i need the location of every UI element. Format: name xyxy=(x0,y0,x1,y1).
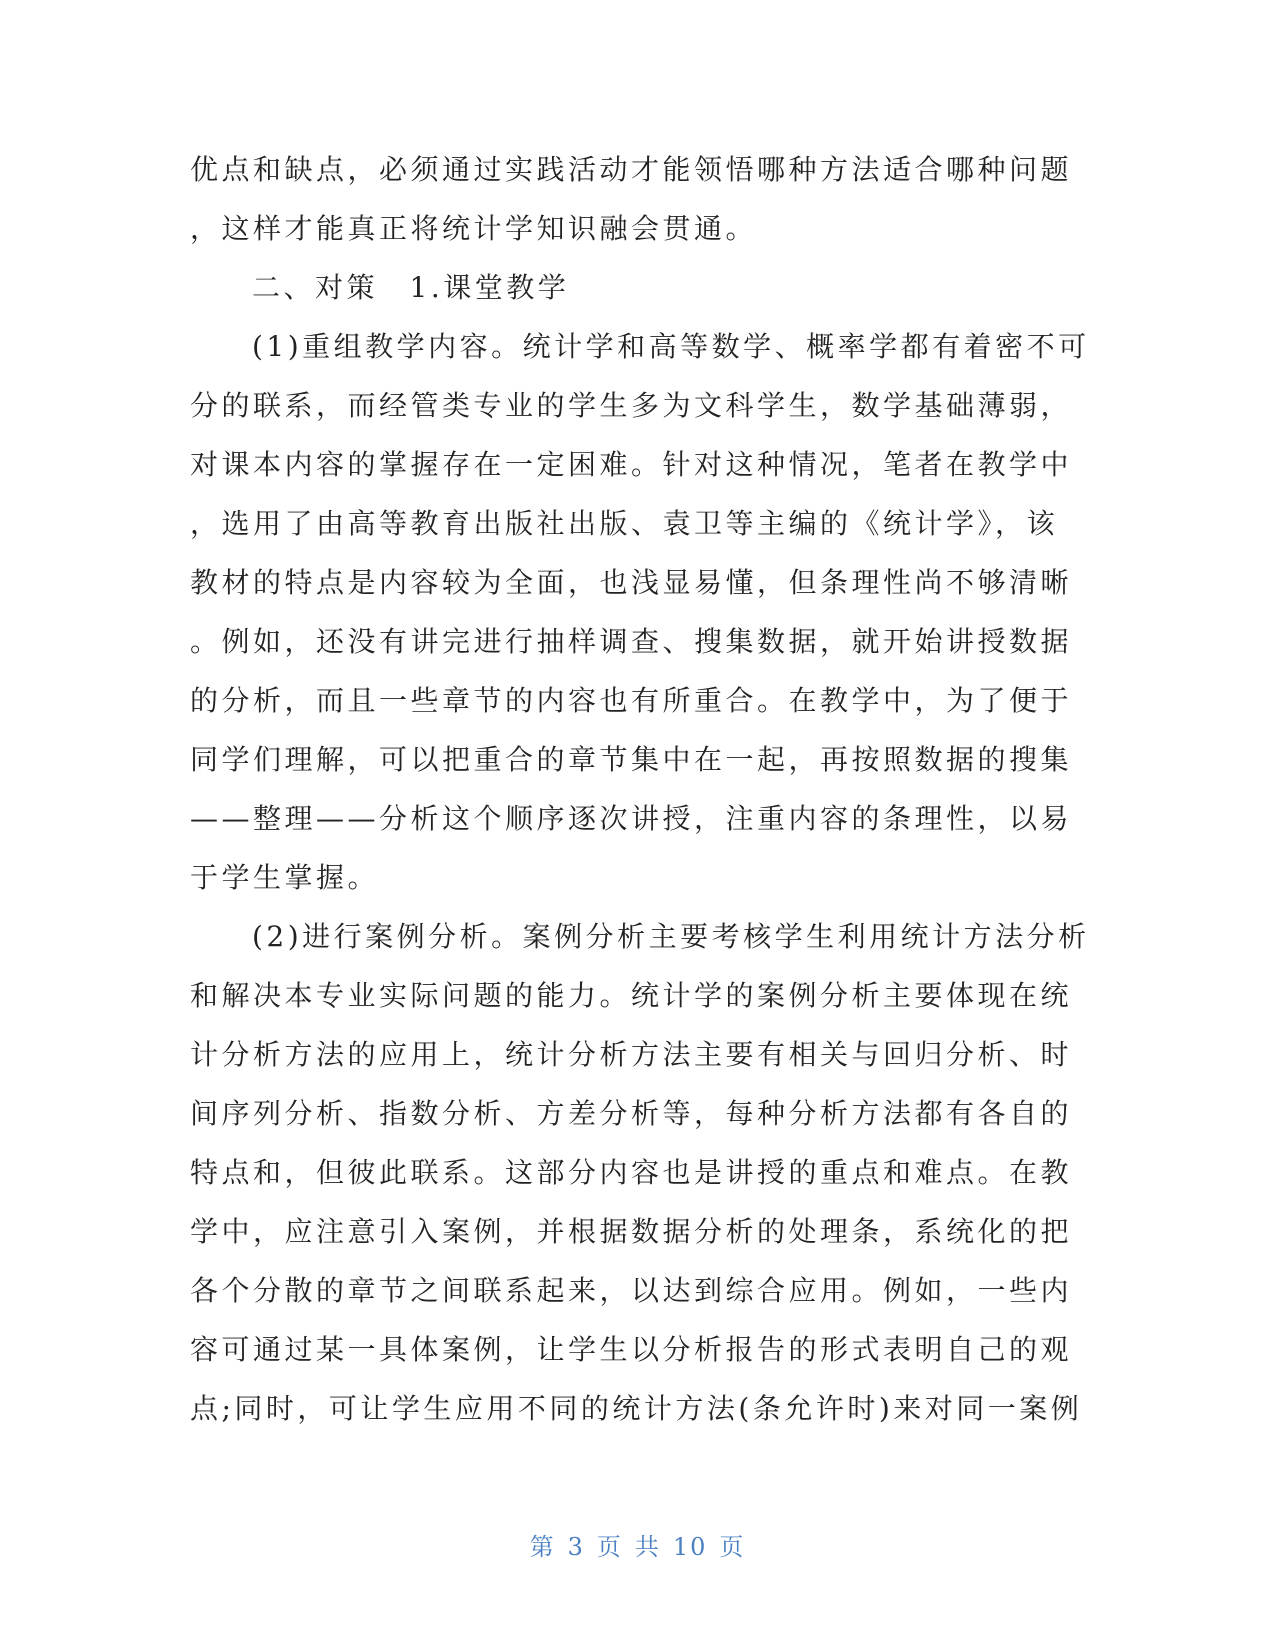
text-line: 特点和，但彼此联系。这部分内容也是讲授的重点和难点。在教 xyxy=(190,1156,1073,1189)
footer-total-pages: 10 xyxy=(672,1533,708,1561)
text-line: 优点和缺点，必须通过实践活动才能领悟哪种方法适合哪种问题 xyxy=(190,153,1073,186)
text-line: 和解决本专业实际问题的能力。统计学的案例分析主要体现在统 xyxy=(190,979,1073,1012)
text-line: ，这样才能真正将统计学知识融会贯通。 xyxy=(190,212,758,245)
footer-label-total: 共 xyxy=(634,1533,661,1561)
page-footer xyxy=(0,1527,1275,1562)
text-line: 点;同时，可让学生应用不同的统计方法(条允许时)来对同一案例 xyxy=(190,1392,1083,1425)
text-line: (1)重组教学内容。统计学和高等数学、概率学都有着密不可 xyxy=(252,330,1090,363)
text-line: 容可通过某一具体案例，让学生以分析报告的形式表明自己的观 xyxy=(190,1333,1073,1366)
footer-label-page-unit: 页 xyxy=(596,1533,623,1561)
text-line: 计分析方法的应用上，统计分析方法主要有相关与回归分析、时 xyxy=(190,1038,1073,1071)
footer-label-page: 第 xyxy=(529,1533,556,1561)
body-text xyxy=(190,140,1090,1438)
text-line: ——整理——分析这个顺序逐次讲授，注重内容的条理性，以易 xyxy=(190,802,1073,835)
text-line: 各个分散的章节之间联系起来，以达到综合应用。例如，一些内 xyxy=(190,1274,1073,1307)
text-line: 同学们理解，可以把重合的章节集中在一起，再按照数据的搜集 xyxy=(190,743,1073,776)
text-line: 二、对策 1.课堂教学 xyxy=(252,271,570,304)
text-line: 对课本内容的掌握存在一定困难。针对这种情况，笔者在教学中 xyxy=(190,448,1073,481)
text-line: 。例如，还没有讲完进行抽样调查、搜集数据，就开始讲授数据 xyxy=(190,625,1073,658)
footer-current-page: 3 xyxy=(567,1533,585,1561)
text-line: 分的联系，而经管类专业的学生多为文科学生，数学基础薄弱， xyxy=(190,389,1073,422)
text-line: ，选用了由高等教育出版社出版、袁卫等主编的《统计学》，该 xyxy=(190,507,1059,540)
text-line: 的分析，而且一些章节的内容也有所重合。在教学中，为了便于 xyxy=(190,684,1073,717)
text-line: 间序列分析、指数分析、方差分析等，每种分析方法都有各自的 xyxy=(190,1097,1073,1130)
text-line: 于学生掌握。 xyxy=(190,861,380,894)
text-line: 学中，应注意引入案例，并根据数据分析的处理条，系统化的把 xyxy=(190,1215,1073,1248)
text-line: (2)进行案例分析。案例分析主要考核学生利用统计方法分析 xyxy=(252,920,1090,953)
text-line: 教材的特点是内容较为全面，也浅显易懂，但条理性尚不够清晰 xyxy=(190,566,1073,599)
footer-label-total-unit: 页 xyxy=(719,1533,746,1561)
